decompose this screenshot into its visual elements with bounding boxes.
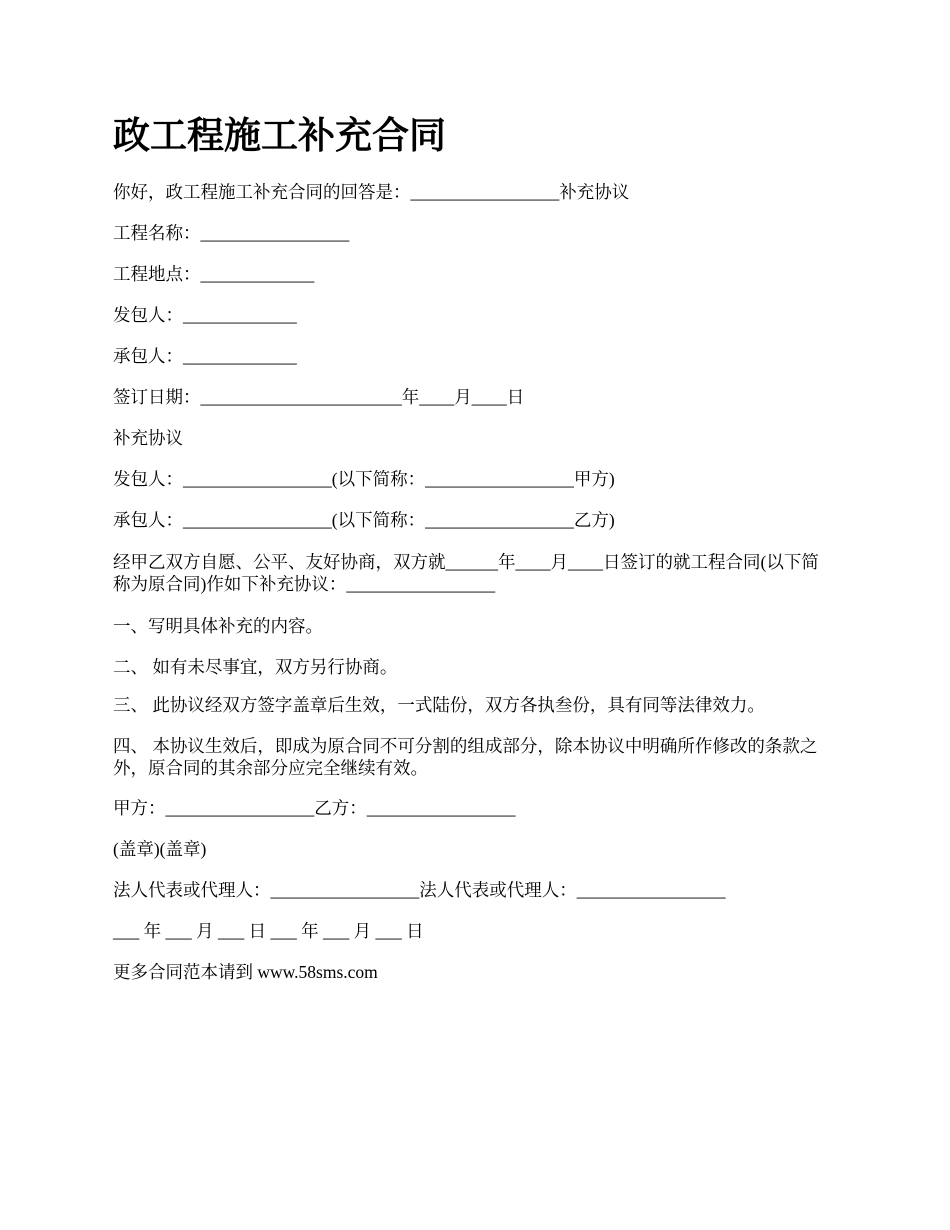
contractor-field: 承包人：_____________: [113, 346, 297, 366]
employer-field: 发包人：_____________: [113, 305, 297, 325]
party-b-line: 承包人：_________________(以下简称：_________________乙方): [113, 510, 615, 530]
footer-link-text: 更多合同范本请到 www.58sms.com: [113, 962, 378, 982]
seal-line: (盖章)(盖章): [113, 839, 207, 859]
clause-1: 一、写明具体补充的内容。: [113, 616, 323, 636]
date-line: ___ 年 ___ 月 ___ 日 ___ 年 ___ 月 ___ 日: [113, 921, 424, 941]
document-title: 政工程施工补充合同: [113, 114, 446, 157]
signing-date-field: 签订日期：_______________________年____月____日: [113, 387, 525, 407]
section-heading: 补充协议: [113, 428, 183, 448]
preamble-paragraph: 经甲乙双方自愿、公平、友好协商，双方就______年____月____日签订的就工程合同(以下简称为原合同)作如下补充协议：_________________: [113, 552, 819, 594]
clause-2: 二、 如有未尽事宜，双方另行协商。: [113, 657, 398, 677]
intro-line: 你好，政工程施工补充合同的回答是：_________________补充协议: [113, 182, 630, 202]
party-a-line: 发包人：_________________(以下简称：_________________甲方): [113, 469, 615, 489]
clause-4: 四、 本协议生效后，即成为原合同不可分割的组成部分，除本协议中明确所作修改的条款之外，原合同的其余部分应完全继续有效。: [113, 736, 818, 778]
project-location-field: 工程地点：_____________: [113, 264, 315, 284]
signature-parties: 甲方：_________________乙方：_________________: [113, 798, 516, 818]
clause-3: 三、 此协议经双方签字盖章后生效，一式陆份，双方各执叁份，具有同等法律效力。: [113, 695, 765, 715]
representative-line: 法人代表或代理人：_________________法人代表或代理人：_________________: [113, 880, 726, 900]
project-name-field: 工程名称：_________________: [113, 223, 350, 243]
